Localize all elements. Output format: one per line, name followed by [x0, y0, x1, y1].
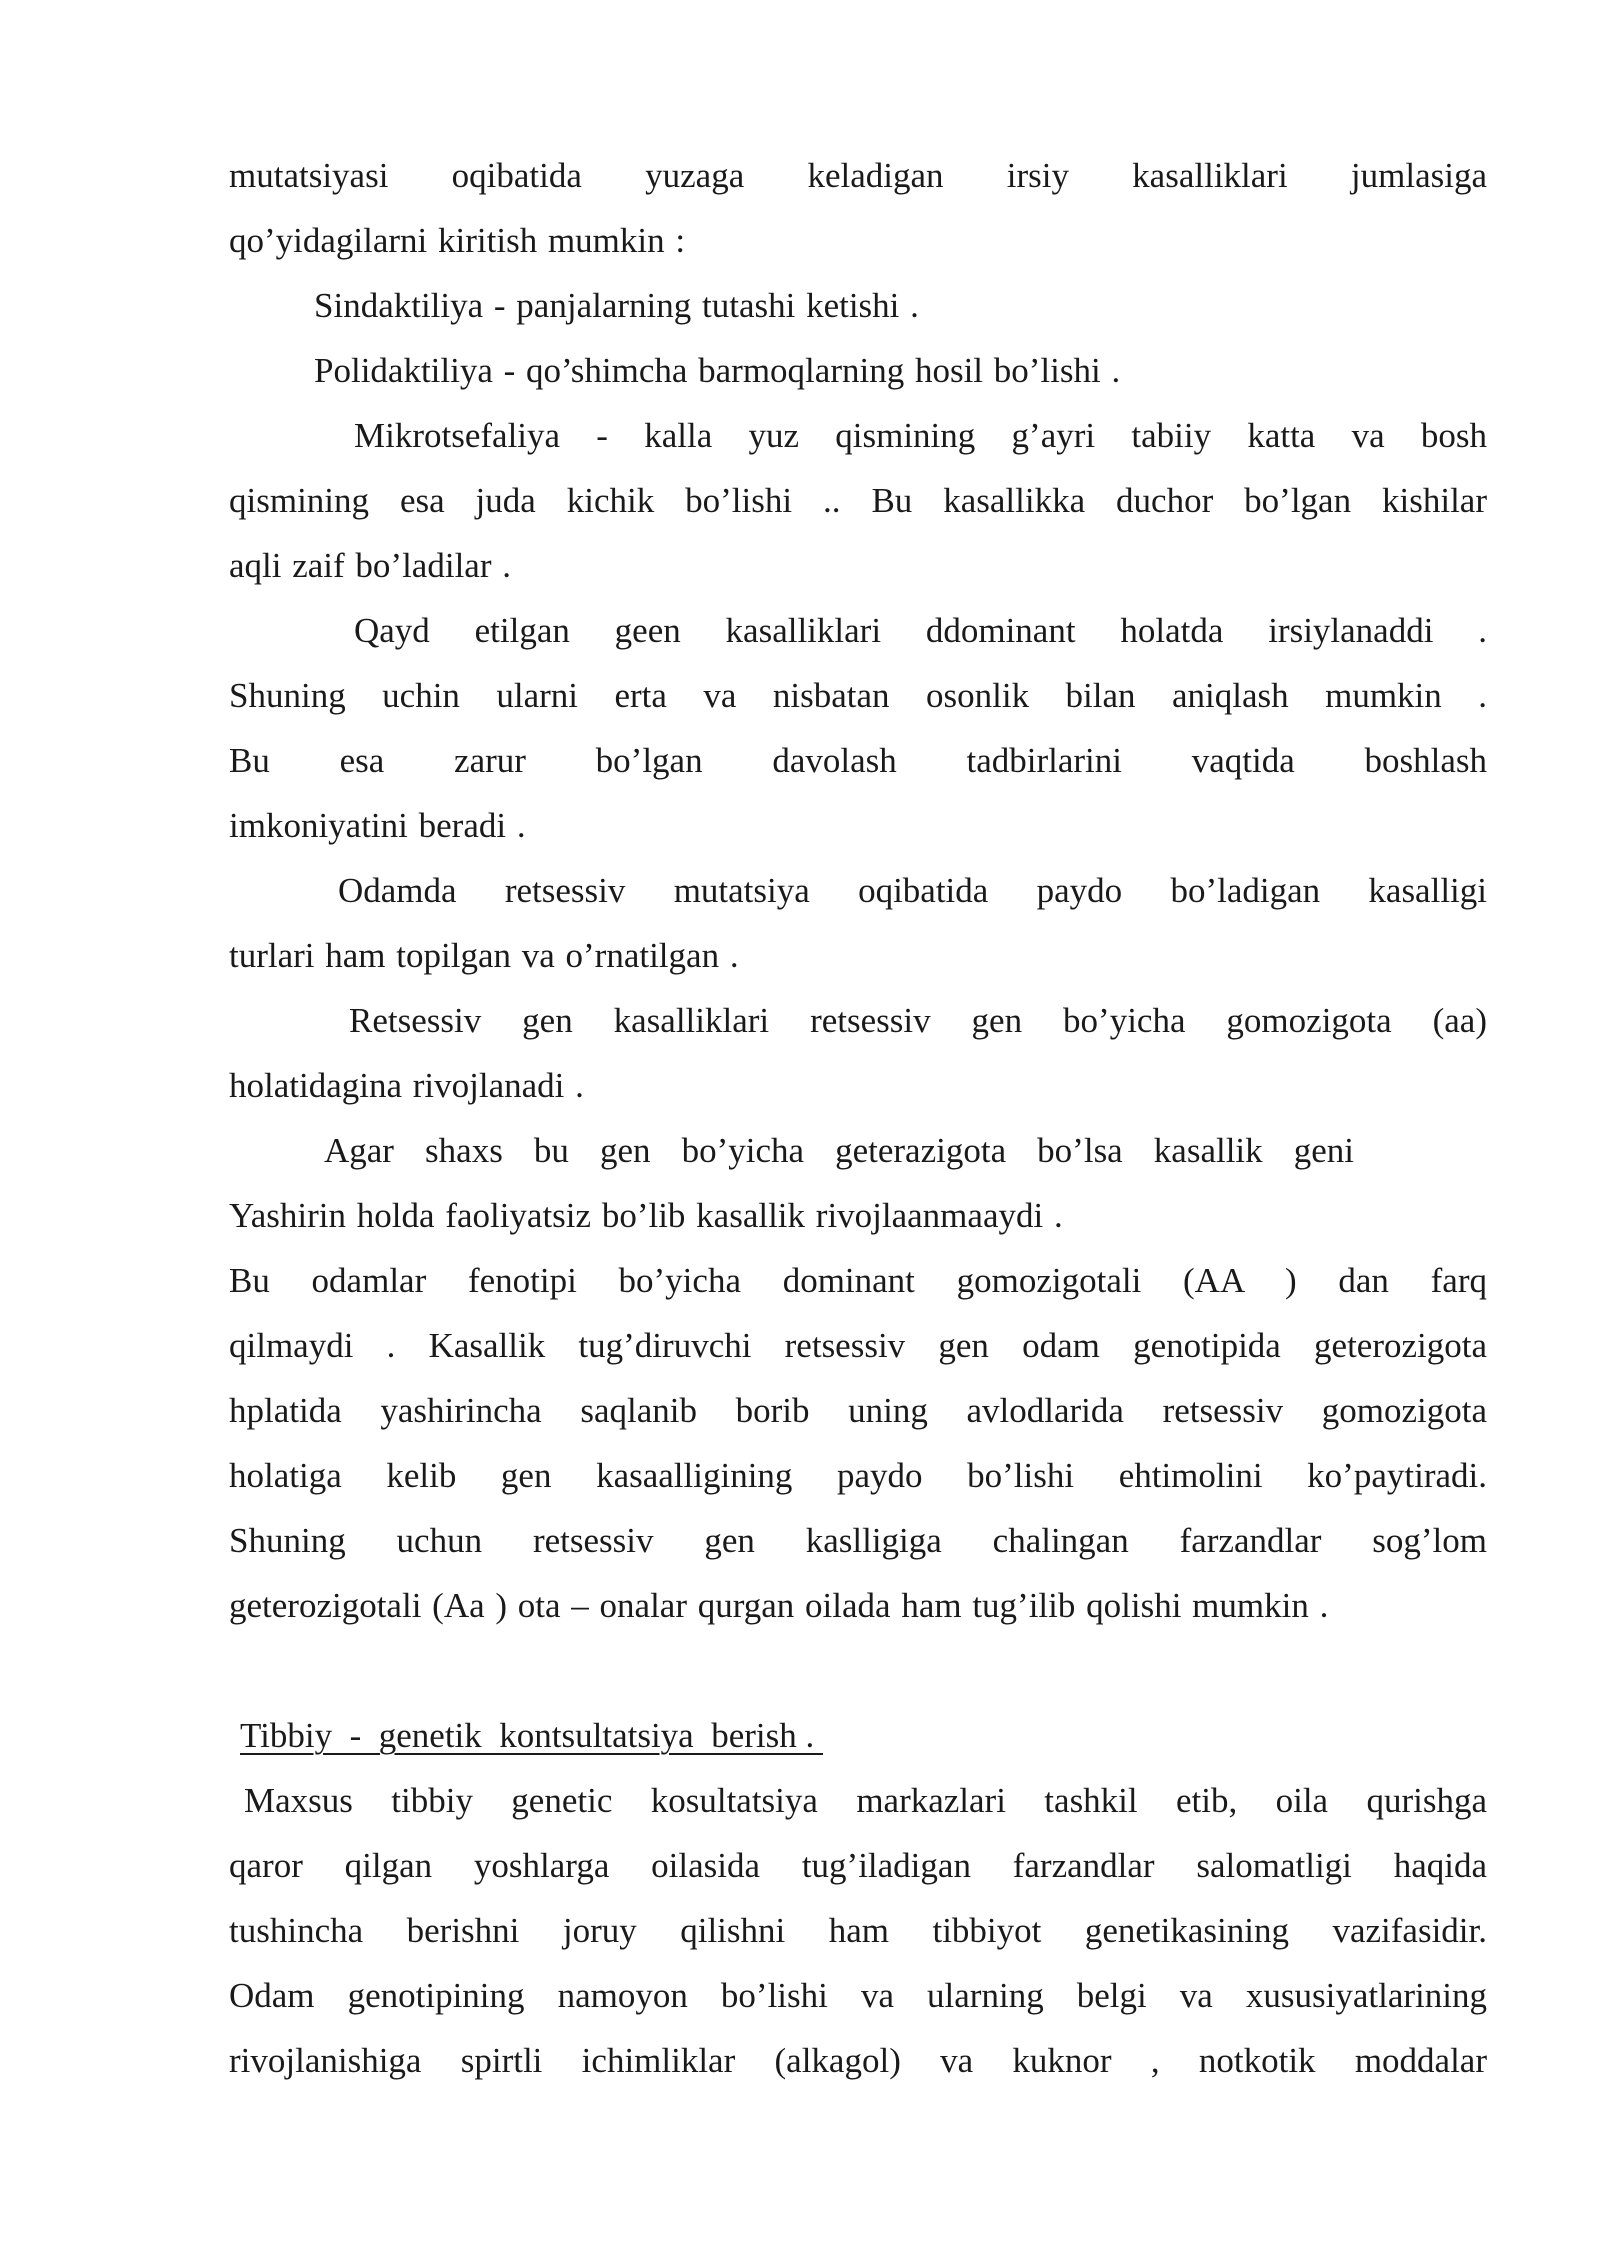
section-heading: Tibbiy - genetik kontsultatsiya berish . — [240, 1716, 823, 1755]
paragraph-line: hplatida yashirincha saqlanib borib uning avlodlarida retsessiv gomozigota — [229, 1391, 1487, 1430]
list-item-polidaktiliya: Polidaktiliya - qo’shimcha barmoqlarning hosil bo’lishi . — [314, 351, 1121, 390]
paragraph-line: Shuning uchun retsessiv gen kaslligiga chalingan farzandlar sog’lom — [229, 1521, 1487, 1560]
paragraph-line: Odamda retsessiv mutatsiya oqibatida paydo bo’ladigan kasalligi — [338, 871, 1487, 910]
paragraph-line: qismining esa juda kichik bo’lishi .. Bu kasallikka duchor bo’lgan kishilar — [229, 481, 1487, 520]
paragraph-line: turlari ham topilgan va o’rnatilgan . — [229, 936, 739, 975]
paragraph-line: mutatsiyasi oqibatida yuzaga keladigan irsiy kasalliklari jumlasiga — [229, 156, 1487, 195]
paragraph-line: Retsessiv gen kasalliklari retsessiv gen bo’yicha gomozigota (aa) — [349, 1001, 1487, 1040]
paragraph-line: Shuning uchin ularni erta va nisbatan osonlik bilan aniqlash mumkin . — [229, 676, 1487, 715]
paragraph-line: holatidagina rivojlanadi . — [229, 1066, 584, 1105]
list-item-sindaktiliya: Sindaktiliya - panjalarning tutashi ketishi . — [314, 286, 919, 325]
paragraph-line: Bu odamlar fenotipi bo’yicha dominant gomozigotali (AA ) dan farq — [229, 1261, 1487, 1300]
paragraph-line: Maxsus tibbiy genetic kosultatsiya markazlari tashkil etib, oila qurishga — [244, 1781, 1487, 1820]
paragraph-line: Mikrotsefaliya - kalla yuz qismining g’ayri tabiiy katta va bosh — [354, 416, 1487, 455]
paragraph-line: qilmaydi . Kasallik tug’diruvchi retsessiv gen odam genotipida geterozigota — [229, 1326, 1487, 1365]
paragraph-line: Qayd etilgan geen kasalliklari ddominant holatda irsiylanaddi . — [354, 611, 1487, 650]
paragraph-line: qaror qilgan yoshlarga oilasida tug’iladigan farzandlar salomatligi haqida — [229, 1846, 1487, 1885]
paragraph-line: Agar shaxs bu gen bo’yicha geterazigota bo’lsa kasallik geni — [324, 1131, 1354, 1170]
paragraph-line: Bu esa zarur bo’lgan davolash tadbirlarini vaqtida boshlash — [229, 741, 1487, 780]
paragraph-line: geterozigotali (Aa ) ota – onalar qurgan oilada ham tug’ilib qolishi mumkin . — [229, 1586, 1329, 1625]
paragraph-line: qo’yidagilarni kiritish mumkin : — [229, 221, 686, 260]
paragraph-line: rivojlanishiga spirtli ichimliklar (alkagol) va kuknor , notkotik moddalar — [229, 2041, 1487, 2080]
paragraph-line: tushincha berishni joruy qilishni ham tibbiyot genetikasining vazifasidir. — [229, 1911, 1487, 1950]
paragraph-line: imkoniyatini beradi . — [229, 806, 526, 845]
paragraph-line: aqli zaif bo’ladilar . — [229, 546, 511, 585]
paragraph-line: holatiga kelib gen kasaalligining paydo bo’lishi ehtimolini ko’paytiradi. — [229, 1456, 1487, 1495]
paragraph-line: Odam genotipining namoyon bo’lishi va ularning belgi va xususiyatlarining — [229, 1976, 1487, 2015]
paragraph-line: Yashirin holda faoliyatsiz bo’lib kasallik rivojlaanmaaydi . — [229, 1196, 1063, 1235]
